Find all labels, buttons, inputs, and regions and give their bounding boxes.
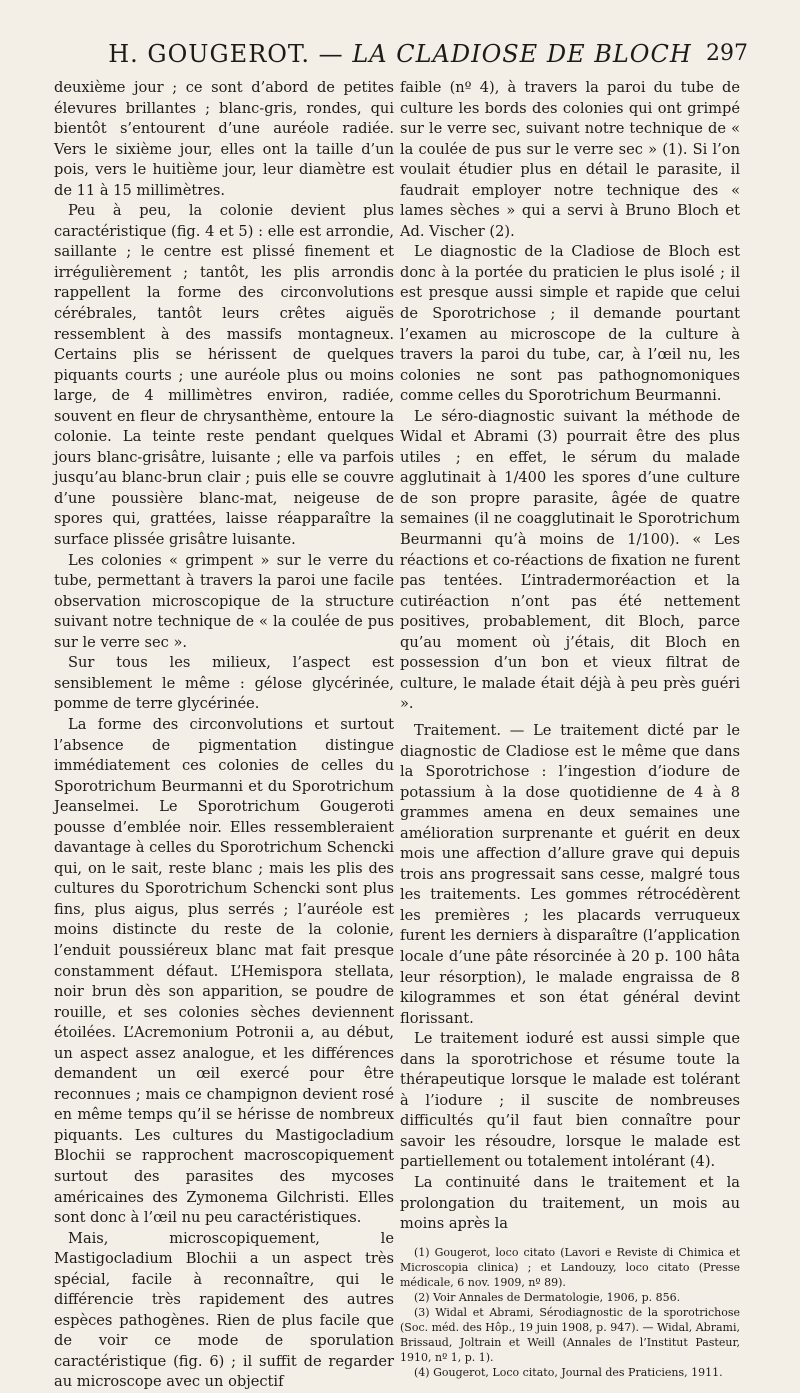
header-title: LA CLADIOSE DE BLOCH (352, 40, 692, 68)
right-column (400, 78, 740, 1380)
left-column (54, 78, 394, 1393)
footnote: (3) Widal et Abrami, Sérodiagnostic de la sporotrichose (Soc. méd. des Hôp., 19 juin 1908, p. 947). — Widal, Abrami, Brissaud, Joltrain et Weill (Annales de l’Institut Pasteur, 1910, nº 1, p. 1). (400, 1305, 740, 1364)
paragraph: Mais, microscopiquement, le Mastigocladium Blochii a un aspect très spécial, facile à reconnaître, qui le différencie très rapidement des autres espèces pathogènes. Rien de plus facile que de voir ce mode de sporulation caractéristique (fig. 6) ; il suffit de regarder au microscope avec un objectif (54, 1229, 394, 1391)
page-number: 297 (706, 41, 748, 66)
footnote: (4) Gougerot, Loco citato, Journal des Praticiens, 1911. (414, 1365, 723, 1379)
paragraph: Le séro-diagnostic suivant la méthode de Widal et Abrami (3) pourrait être des plus utiles ; en effet, le sérum du malade agglutinait à 1/400 les spores d’une culture de son propre parasite, âgée de quatre semaines (il ne coagglutinait le Sporotrichum Beurmanni qu’à moins de 1/100). « Les réactions et co-réactions de fixation ne furent pas tentées. L’intradermoréaction et la cutiréaction n’ont pas été nettement positives, probablement, dit Bloch, parce qu’au moment où j’étais, dit Bloch en possession d’un bon et vieux filtrat de culture, le malade était déjà à peu près guéri ». (400, 407, 740, 713)
paragraph: Sur tous les milieux, l’aspect est sensiblement le même : gélose glycérinée, pomme de terre glycérinée. (54, 654, 394, 713)
running-head (0, 34, 800, 74)
footnotes (400, 1245, 740, 1380)
paragraph: Le diagnostic de la Cladiose de Bloch est donc à la portée du praticien le plus isolé ; il est presque aussi simple et rapide que celui de Sporotrichose ; il demande pourtant l’examen au microscope de la culture à travers la paroi du tube, car, à l’œil nu, les colonies ne sont pas pathognomoniques comme celles du Sporotrichum Beurmanni. (400, 243, 740, 405)
footnote: (1) Gougerot, loco citato (Lavori e Reviste di Chimica et Microscopia clinica) ; et Landouzy, loco citato (Presse médicale, 6 nov. 1909, nº 89). (400, 1245, 740, 1289)
paragraph: faible (nº 4), à travers la paroi du tube de culture les bords des colonies qui ont grimpé sur le verre sec, suivant notre technique de « la coulée de pus sur le verre sec » (1). Si l’on voulait étudier plus en détail le parasite, il faudrait employer notre technique des « lames sèches » qui a servi à Bruno Bloch et Ad. Vischer (2). (400, 79, 740, 240)
paragraph: Les colonies « grimpent » sur le verre du tube, permettant à travers la paroi une facile observation microscopique de la structure suivant notre technique de « la coulée de pus sur le verre sec ». (54, 551, 394, 651)
header-author: H. GOUGEROT. (108, 40, 311, 68)
footnote: (2) Voir Annales de Dermatologie, 1906, p. 856. (414, 1290, 681, 1304)
paragraph: Le traitement ioduré est aussi simple que dans la sporotrichose et résume toute la thérapeutique lorsque le malade est tolérant à l’iodure ; il suscite de nombreuses difficultés qu’il faut bien connaître pour savoir les résoudre, lorsque le malade est partiellement ou totalement intolérant (4). (400, 1030, 740, 1171)
treatment-paragraph: Traitement. — Le traitement dicté par le diagnostic de Cladiose est le même que dans la Sporotrichose : l’ingestion d’iodure de potassium à la dose quotidienne de 4 à 8 grammes amena en deux semaines une amélioration surprenante et guérit en deux mois une affection d’allure grave qui depuis trois ans progressait sans cesse, malgré tous les traitements. Les gommes rétrocédèrent les premières ; les placards verruqueux furent les derniers à disparaître (l’application locale d’une pâte résorcinée à 20 p. 100 hâta leur résorption), le malade engraissa de 8 kilogrammes et son état général devint florissant. (400, 721, 740, 1027)
paragraph: La continuité dans le traitement et la prolongation du traitement, un mois au moins après la (400, 1173, 740, 1233)
paragraph: deuxième jour ; ce sont d’abord de petites élevures brillantes ; blanc-gris, rondes, qui bientôt s’entourent d’une auréole radiée. Vers le sixième jour, elles ont la taille d’un pois, vers le huitième jour, leur diamètre est de 11 à 15 millimètres. (54, 79, 394, 199)
paragraph: Peu à peu, la colonie devient plus caractéristique (fig. 4 et 5) : elle est arrondie, saillante ; le centre est plissé finement et irrégulièrement ; tantôt, les plis arrondis rappellent la forme des circonvolutions cérébrales, tantôt leurs crêtes aiguës ressemblent à des massifs montagneux. Certains plis se hérissent de quelques piquants courts ; une auréole plus ou moins large, de 4 millimètres environ, radiée, souvent en fleur de chrysanthème, entoure la colonie. La teinte reste pendant quelques jours blanc-grisâtre, luisante ; elle va parfois jusqu’au blanc-brun clair ; puis elle se couvre d’une poussière blanc-mat, neigeuse de spores qui, grattées, laisse réapparaître la surface plissée grisâtre luisante. (54, 202, 394, 549)
header-dash: — (310, 40, 353, 68)
running-header (0, 34, 800, 74)
paragraph: La forme des circonvolutions et surtout l’absence de pigmentation distingue immédiatement ces colonies de celles du Sporotrichum Beurmanni et du Sporotrichum Jeanselmei. Le Sporotrichum Gougeroti pousse d’emblée noir. Elles ressembleraient davantage à celles du Sporotrichum Schencki qui, on le sait, reste blanc ; mais les plis des cultures du Sporotrichum Schencki sont plus fins, plus aigus, plus serrés ; l’auréole est moins distincte du reste de la colonie, l’enduit poussiéreux blanc mat fait presque constamment défaut. L’Hemispora stellata, noir brun dès son apparition, se poudre de rouille, et ses colonies sèches deviennent étoilées. L’Acremonium Potronii a, au début, un aspect assez analogue, et les différences demandent un œil exercé pour être reconnues ; mais ce champignon devient rosé en même temps qu’il se hérisse de nombreux piquants. Les cultures du Mastigocladium Blochii se rapprochent macroscopiquement surtout des parasites des mycoses américaines des Zymonema Gilchristi. Elles sont donc à l’œil nu peu caractéristiques. (54, 715, 394, 1227)
